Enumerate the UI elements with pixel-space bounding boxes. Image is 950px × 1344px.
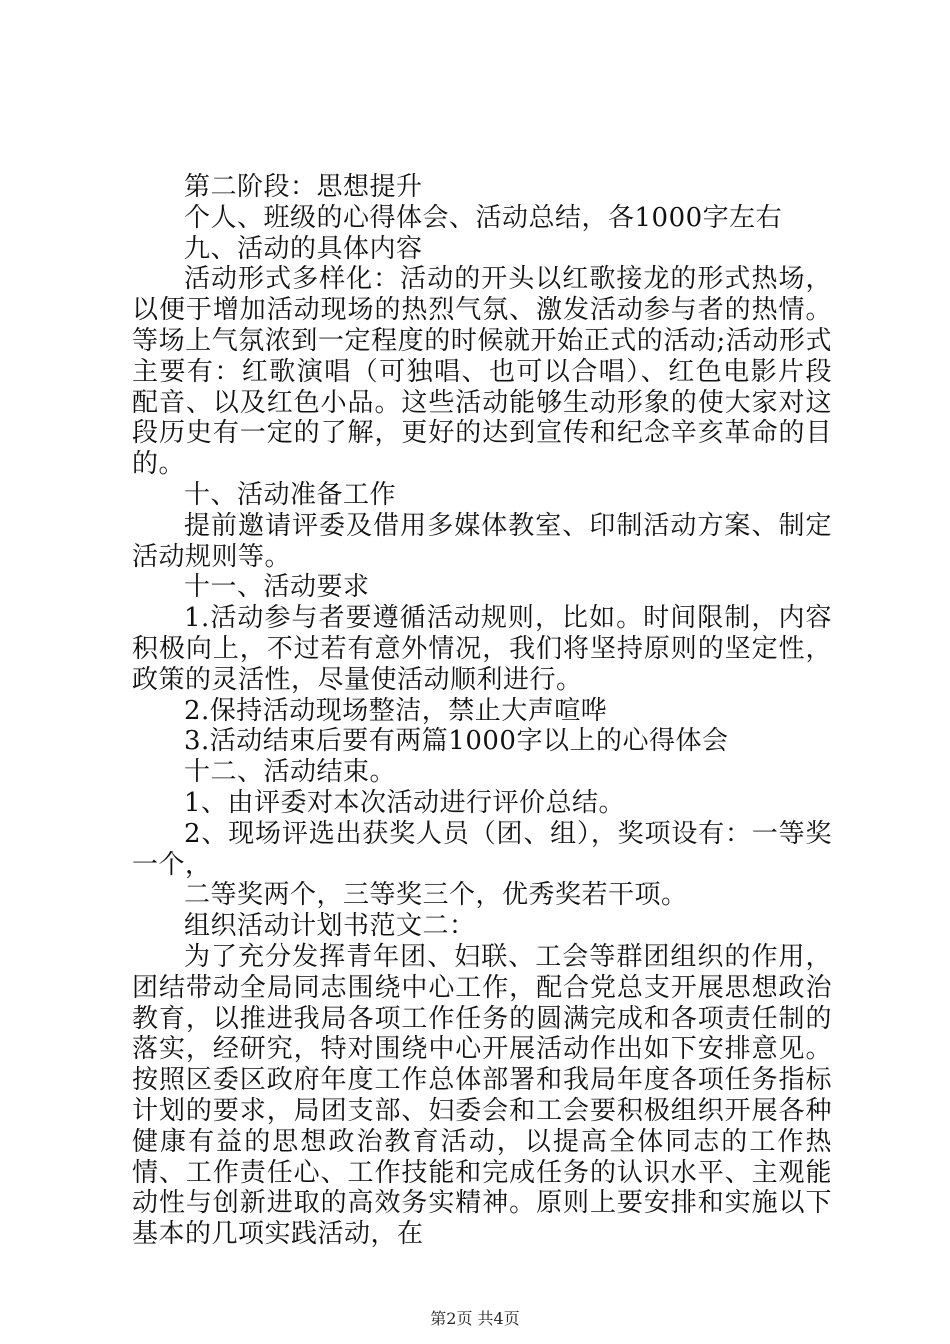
paragraph-ending-2: 2、现场评选出获奖人员（团、组），奖项设有：一等奖一个， [132,818,832,880]
paragraph-ending-1: 1、由评委对本次活动进行评价总结。 [184,787,626,818]
paragraph-requirement-2: 2.保持活动现场整洁，禁止大声喧哗 [184,695,608,726]
paragraph-summary-requirement: 个人、班级的心得体会、活动总结，各1000字左右 [184,202,783,233]
paragraph-stage-two: 第二阶段：思想提升 [184,172,423,202]
heading-section-eleven: 十一、活动要求 [184,572,370,603]
paragraph-requirement-3: 3.活动结束后要有两篇1000字以上的心得体会 [184,726,729,757]
heading-sample-two: 组织活动计划书范文二： [184,911,476,942]
paragraph-requirement-1: 1.活动参与者要遵循活动规则，比如。时间限制，内容积极向上，不过若有意外情况，我们将坚持原则的坚定性，政策的灵活性，尽量使活动顺利进行。 [132,603,832,695]
paragraph-activity-forms: 活动形式多样化：活动的开头以红歌接龙的形式热场，以便于增加活动现场的热烈气氛、激发活动参与者的热情。等场上气氛浓到一定程度的时候就开始正式的活动;活动形式主要有：红歌演唱（可独唱、也可以合唱）、红色电影片段配音、以及红色小品。这些活动能够生动形象的使大家对这段历史有一定的了解，更好的达到宣传和纪念辛亥革命的目的。 [132,264,832,480]
paragraph-preparation: 提前邀请评委及借用多媒体教室、印制活动方案、制定活动规则等。 [132,510,832,572]
heading-section-twelve: 十二、活动结束。 [184,757,397,788]
paragraph-awards: 二等奖两个，三等奖三个，优秀奖若干项。 [184,880,688,911]
heading-section-ten: 十、活动准备工作 [184,479,397,510]
page-footer: 第2页 共4页 [430,1309,520,1328]
heading-section-nine: 九、活动的具体内容 [184,233,423,264]
paragraph-sample-two-body: 为了充分发挥青年团、妇联、工会等群团组织的作用，团结带动全局同志围绕中心工作，配合党总支开展思想政治教育，以推进我局各项工作任务的圆满完成和各项责任制的落实，经研究，特对围绕中心开展活动作出如下安排意见。按照区委区政府年度工作总体部署和我局年度各项任务指标计划的要求，局团支部、妇委会和工会要积极组织开展各种健康有益的思想政治教育活动，以提高全体同志的工作热情、工作责任心、工作技能和完成任务的认识水平、主观能动性与创新进取的高效务实精神。原则上要安排和实施以下基本的几项实践活动，在 [132,941,832,1250]
document-body [132,172,832,1250]
